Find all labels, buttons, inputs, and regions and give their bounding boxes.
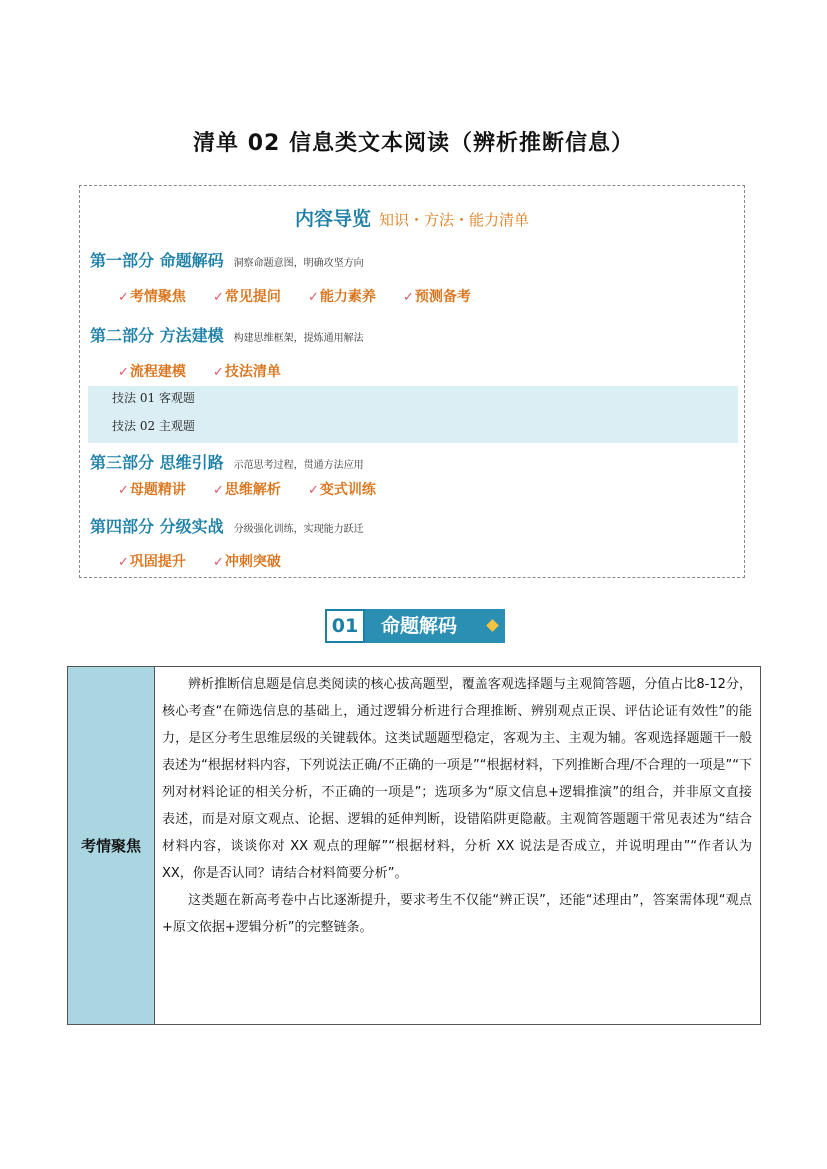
item-liucheng-jianmo[interactable]: ✓流程建模	[118, 364, 186, 380]
check-icon: ✓	[118, 290, 129, 305]
guide-heading	[80, 204, 744, 231]
part-1-items	[118, 286, 493, 306]
check-icon: ✓	[308, 290, 319, 305]
check-icon: ✓	[213, 555, 224, 570]
paragraph-2: 这类题在新高考卷中占比逐渐提升，要求考生不仅能“辨正误”，还能“述理由”，答案需体现“观点+原文依据+逻辑分析”的完整链条。	[162, 893, 752, 935]
check-icon: ✓	[213, 483, 224, 498]
item-gonggu-tisheng[interactable]: ✓巩固提升	[118, 554, 186, 570]
diamond-icon	[486, 619, 499, 632]
part-1-name: 第一部分 命题解码	[90, 251, 224, 270]
part-4-name: 第四部分 分级实战	[90, 517, 224, 536]
item-nengli-suyang[interactable]: ✓能力素养	[308, 289, 376, 305]
document-title: 清单 02 信息类文本阅读（辨析推断信息）	[193, 131, 634, 156]
check-icon: ✓	[308, 483, 319, 498]
item-bianshi-xunlian[interactable]: ✓变式训练	[308, 482, 376, 498]
part-1	[90, 248, 364, 271]
check-icon: ✓	[213, 290, 224, 305]
item-jifa-qingdan[interactable]: ✓技法清单	[213, 364, 281, 380]
part-1-desc: 洞察命题意图，明确攻坚方向	[233, 258, 364, 269]
part-3-desc: 示范思考过程，贯通方法应用	[233, 460, 364, 471]
check-icon: ✓	[118, 483, 129, 498]
section-number: 01	[325, 609, 365, 643]
technique-02[interactable]: 技法 02 主观题	[112, 419, 195, 433]
item-yuce-beikao[interactable]: ✓预测备考	[403, 289, 471, 305]
check-icon: ✓	[118, 555, 129, 570]
part-2-items	[118, 361, 303, 381]
part-2-desc: 构建思维框架，提炼通用解法	[233, 333, 364, 344]
part-4-items	[118, 551, 303, 571]
section-badge	[325, 609, 505, 643]
table-content	[162, 671, 752, 941]
item-kaoqing-jujiao[interactable]: ✓考情聚焦	[118, 289, 186, 305]
check-icon: ✓	[403, 290, 414, 305]
exam-focus-table	[67, 666, 761, 1025]
item-chongci-tupo[interactable]: ✓冲刺突破	[213, 554, 281, 570]
part-3	[90, 450, 364, 473]
technique-01[interactable]: 技法 01 客观题	[112, 391, 195, 405]
guide-subtitle: 知识・方法・能力清单	[379, 211, 530, 229]
table-label: 考情聚焦	[68, 667, 155, 1024]
check-icon: ✓	[213, 365, 224, 380]
guide-title: 内容导览	[294, 208, 371, 230]
part-3-name: 第三部分 思维引路	[90, 453, 224, 472]
item-changjian-tiwen[interactable]: ✓常见提问	[213, 289, 281, 305]
item-siwei-jiexi[interactable]: ✓思维解析	[213, 482, 281, 498]
item-muti-jingjiang[interactable]: ✓母题精讲	[118, 482, 186, 498]
check-icon: ✓	[118, 365, 129, 380]
part-2-name: 第二部分 方法建模	[90, 326, 224, 345]
part-2	[90, 323, 364, 346]
part-3-items	[118, 479, 398, 499]
paragraph-1: 辨析推断信息题是信息类阅读的核心拔高题型，覆盖客观选择题与主观简答题，分值占比8-12分，核心考查“在筛选信息的基础上，通过逻辑分析进行合理推断、辨别观点正误、评估论证有效性”的能力，是区分考生思维层级的关键载体。这类试题题型稳定，客观为主、主观为辅。客观选择题题干一般表述为“根据材料内容，下列说法正确/不正确的一项是”“根据材料，下列推断合理/不合理的一项是”“下列对材料论证的相关分析，不正确的一项是”；选项多为“原文信息+逻辑推演”的组合，并非原文直接表述，而是对原文观点、论据、逻辑的延伸判断，设错陷阱更隐蔽。主观简答题题干常见表述为“结合材料内容，谈谈你对 XX 观点的理解”“根据材料，分析 XX 说法是否成立，并说明理由”“作者认为 XX，你是否认同？请结合材料简要分析”。	[162, 677, 752, 881]
content-guide-box	[79, 185, 745, 578]
part-4	[90, 514, 364, 537]
part-4-desc: 分级强化训练，实现能力跃迁	[233, 524, 364, 535]
section-title: 命题解码	[365, 609, 505, 643]
